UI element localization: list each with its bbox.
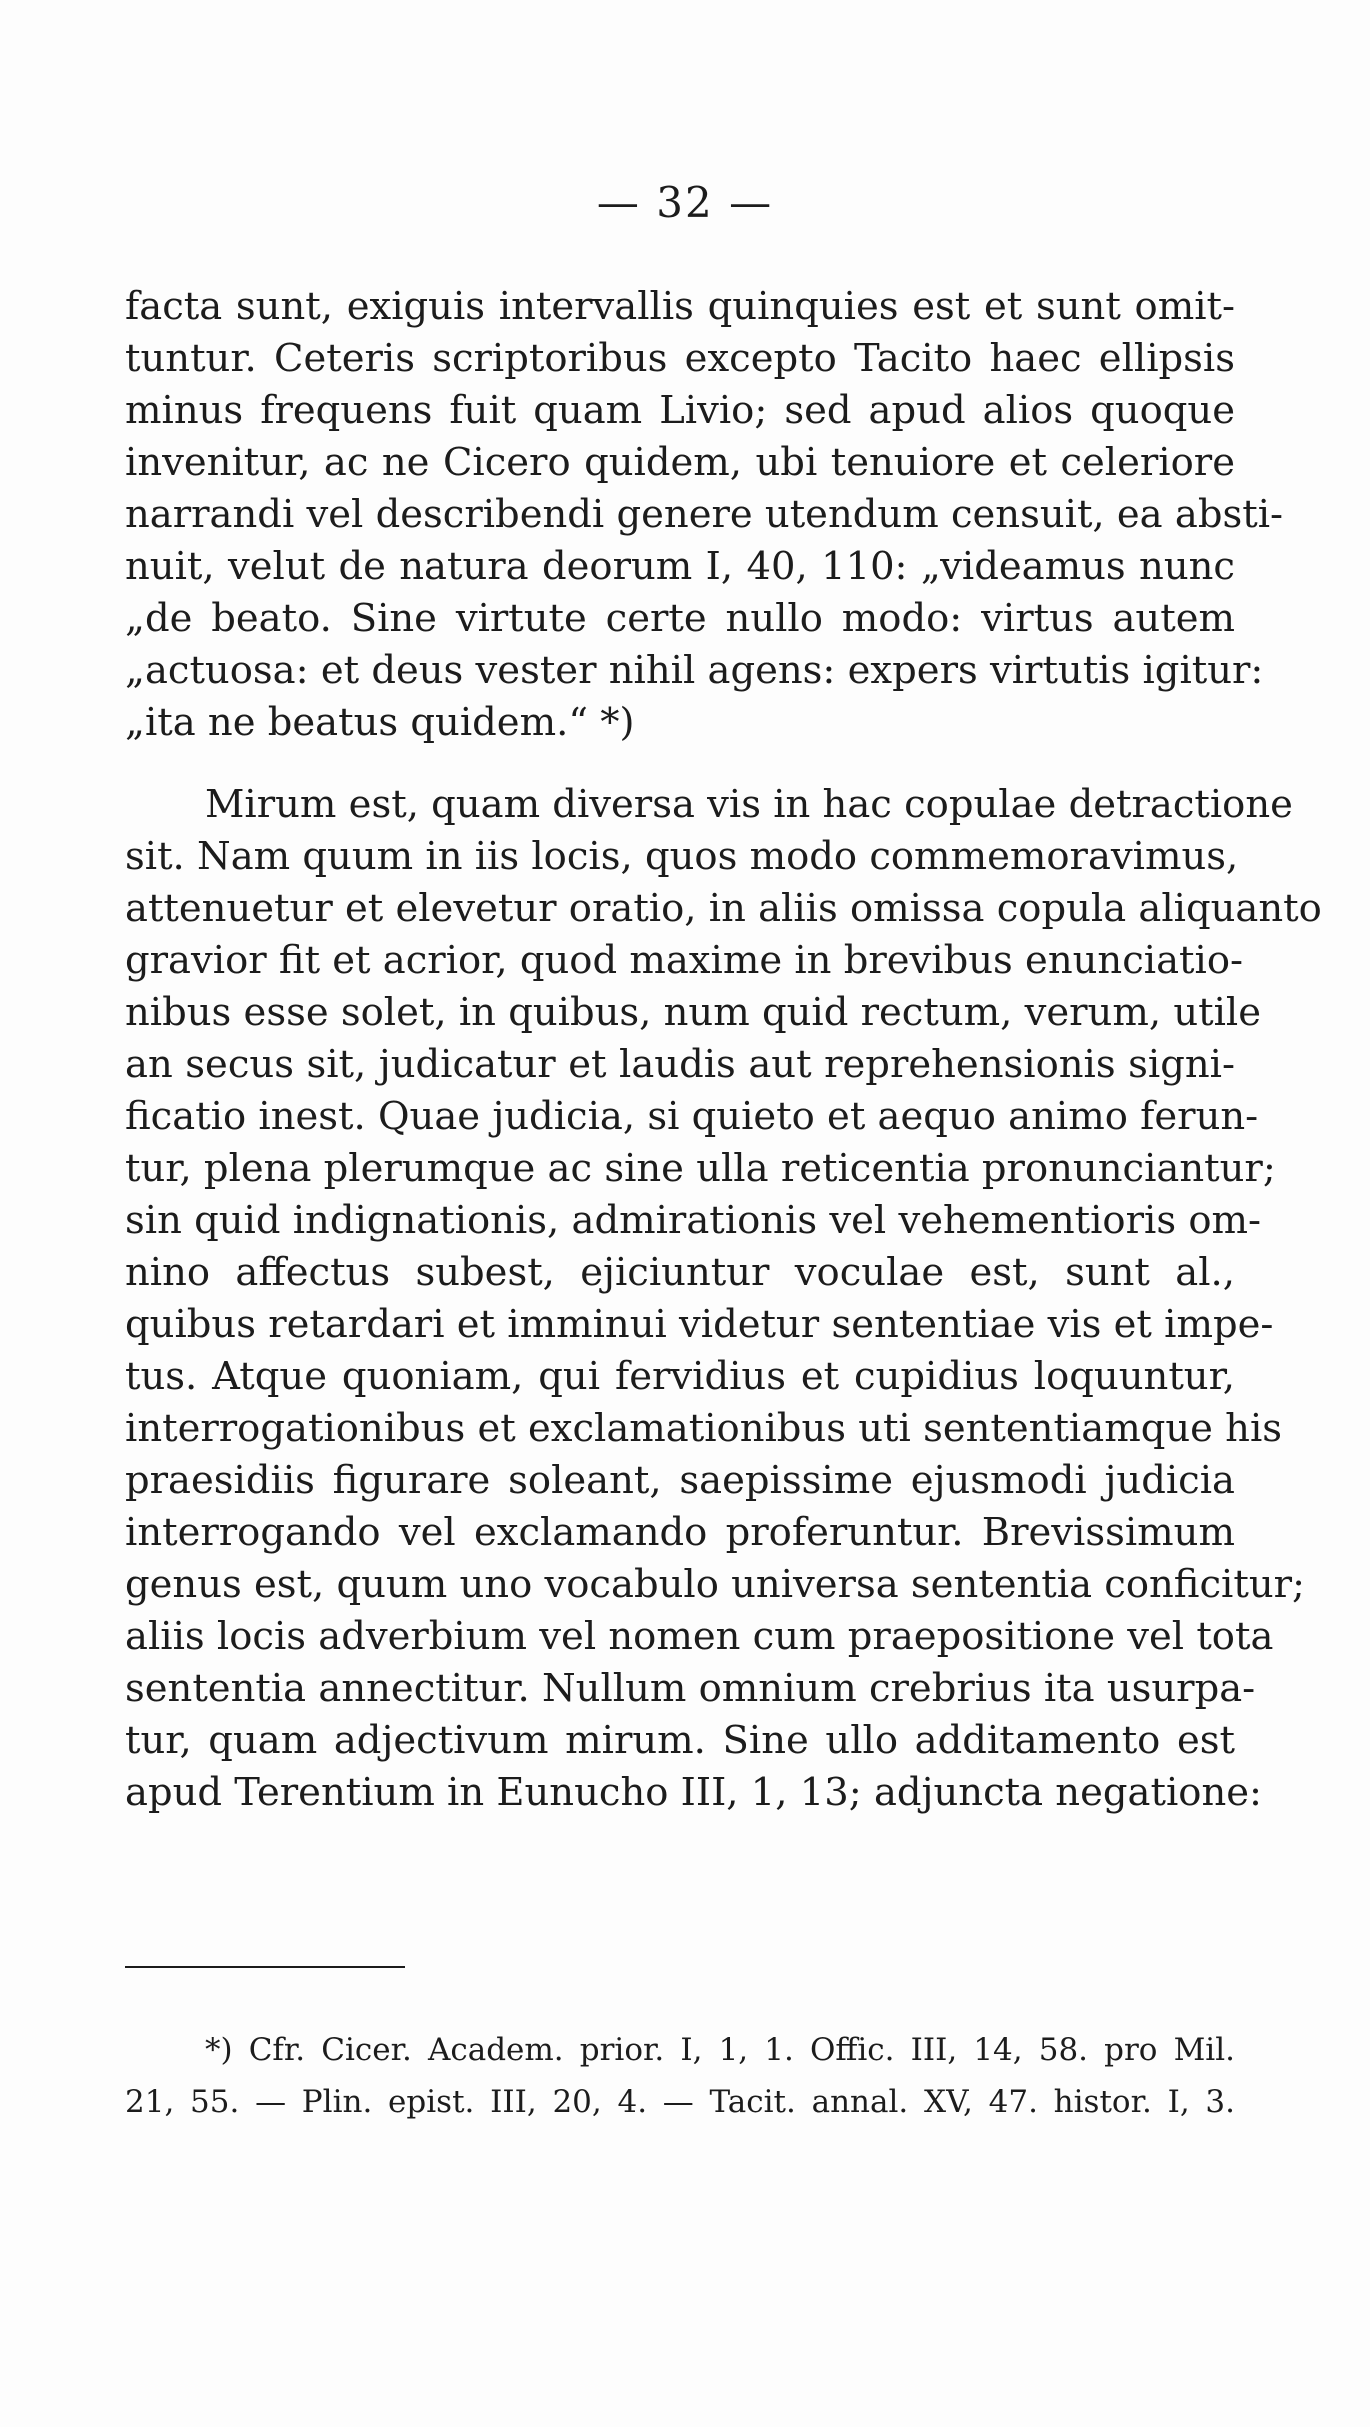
body-line: „actuosa: et deus vester nihil agens: expers virtutis igitur: (125, 648, 1264, 693)
body-line: tur, plena plerumque ac sine ulla reticentia pronunciantur; (125, 1146, 1276, 1191)
body-line: Mirum est, quam diversa vis in hac copulae detractione (205, 782, 1293, 827)
body-line: „de beato. Sine virtute certe nullo modo: virtus autem (125, 596, 1235, 641)
body-line: interrogationibus et exclamationibus uti sententiamque his (125, 1406, 1283, 1451)
body-line: praesidiis figurare soleant, saepissime ejusmodi judicia (125, 1458, 1235, 1503)
body-line: tur, quam adjectivum mirum. Sine ullo additamento est (125, 1718, 1235, 1763)
body-line: minus frequens fuit quam Livio; sed apud alios quoque (125, 388, 1235, 433)
body-line: attenuetur et elevetur oratio, in aliis omissa copula aliquanto (125, 886, 1322, 931)
body-line: apud Terentium in Eunucho III, 1, 13; adjuncta negatione: (125, 1770, 1262, 1815)
page-number: — 32 — (596, 178, 774, 227)
body-line: tus. Atque quoniam, qui fervidius et cupidius loquuntur, (125, 1354, 1235, 1399)
body-line: quibus retardari et imminui videtur sententiae vis et impe- (125, 1302, 1274, 1347)
body-line: interrogando vel exclamando proferuntur. Brevissimum (125, 1510, 1235, 1555)
body-line: genus est, quum uno vocabulo universa sententia conficitur; (125, 1562, 1306, 1607)
body-line: „ita ne beatus quidem.“ *) (125, 700, 635, 745)
body-line: tuntur. Ceteris scriptoribus excepto Tacito haec ellipsis (125, 336, 1235, 381)
footnote-line: *) Cfr. Cicer. Academ. prior. I, 1, 1. Offic. III, 14, 58. pro Mil. (205, 2032, 1235, 2068)
body-line: ficatio inest. Quae judicia, si quieto et aequo animo ferun- (125, 1094, 1259, 1139)
body-line: sin quid indignationis, admirationis vel vehementioris om- (125, 1198, 1262, 1243)
body-line: sit. Nam quum in iis locis, quos modo commemoravimus, (125, 834, 1239, 879)
body-line: an secus sit, judicatur et laudis aut reprehensionis signi- (125, 1042, 1235, 1087)
footnote-divider (125, 1966, 405, 1968)
body-line: nino affectus subest, ejiciuntur voculae est, sunt al., (125, 1250, 1235, 1295)
footnote-line: 21, 55. — Plin. epist. III, 20, 4. — Tacit. annal. XV, 47. histor. I, 3. (125, 2084, 1235, 2120)
body-line: aliis locis adverbium vel nomen cum praepositione vel tota (125, 1614, 1274, 1659)
body-line: nibus esse solet, in quibus, num quid rectum, verum, utile (125, 990, 1261, 1035)
body-line: nuit, velut de natura deorum I, 40, 110: „videamus nunc (125, 544, 1235, 589)
body-line: sententia annectitur. Nullum omnium crebrius ita usurpa- (125, 1666, 1256, 1711)
body-line: facta sunt, exiguis intervallis quinquies est et sunt omit- (125, 284, 1235, 329)
body-line: invenitur, ac ne Cicero quidem, ubi tenuiore et celeriore (125, 440, 1235, 485)
body-line: gravior fit et acrior, quod maxime in brevibus enunciatio- (125, 938, 1244, 983)
body-line: narrandi vel describendi genere utendum censuit, ea absti- (125, 492, 1284, 537)
